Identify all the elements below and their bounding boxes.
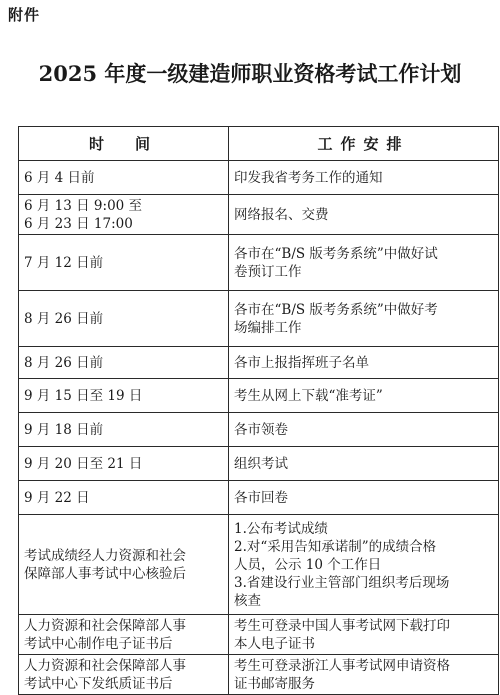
cell-line: 保障部人事考试中心核验后 xyxy=(24,565,186,582)
cell-time xyxy=(19,235,229,291)
cell-task xyxy=(229,379,499,413)
cell-line: 各市上报指挥班子名单 xyxy=(234,354,369,371)
cell-time xyxy=(19,413,229,447)
table-row xyxy=(19,655,499,695)
cell-time xyxy=(19,447,229,481)
cell-line: 证书邮寄服务 xyxy=(234,675,315,692)
table-row xyxy=(19,615,499,655)
cell-task xyxy=(229,413,499,447)
cell-line: 考试成绩经人力资源和社会 xyxy=(24,547,186,564)
table-row xyxy=(19,291,499,347)
cell-task xyxy=(229,195,499,235)
table-row xyxy=(19,235,499,291)
cell-line: 网络报名、交费 xyxy=(234,206,329,223)
header-time: 时 间 xyxy=(19,127,229,161)
cell-line: 6 月 13 日 9:00 至 xyxy=(24,197,143,214)
cell-task xyxy=(229,515,499,615)
cell-task xyxy=(229,481,499,515)
cell-task xyxy=(229,447,499,481)
schedule-table xyxy=(18,126,499,695)
table-row xyxy=(19,481,499,515)
cell-line: 考试中心制作电子证书后 xyxy=(24,635,173,652)
table-row xyxy=(19,379,499,413)
cell-line: 各市在“B/S 版考务系统”中做好试 xyxy=(234,245,438,262)
cell-line: 7 月 12 日前 xyxy=(24,254,104,271)
cell-line: 卷预订工作 xyxy=(234,263,302,280)
cell-task xyxy=(229,161,499,195)
cell-line: 人力资源和社会保障部人事 xyxy=(24,617,186,634)
attachment-label: 附件 xyxy=(8,6,41,24)
cell-line: 8 月 26 日前 xyxy=(24,354,104,371)
cell-time xyxy=(19,481,229,515)
cell-line: 各市领卷 xyxy=(234,421,288,438)
cell-line: 考生可登录浙江人事考试网申请资格 xyxy=(234,657,450,674)
page-title: 2025 年度一级建造师职业资格考试工作计划 xyxy=(38,61,462,86)
cell-time xyxy=(19,515,229,615)
cell-time xyxy=(19,655,229,695)
header-task: 工作安排 xyxy=(229,127,499,161)
cell-line: 2.对“采用告知承诺制”的成绩合格 xyxy=(234,538,437,555)
cell-task xyxy=(229,291,499,347)
cell-line: 8 月 26 日前 xyxy=(24,310,104,327)
cell-line: 本人电子证书 xyxy=(234,635,315,652)
cell-task xyxy=(229,235,499,291)
cell-line: 9 月 20 日至 21 日 xyxy=(24,455,143,472)
table-header-row xyxy=(19,127,499,161)
cell-line: 1.公布考试成绩 xyxy=(234,520,328,537)
cell-task xyxy=(229,615,499,655)
cell-line: 印发我省考务工作的通知 xyxy=(234,169,383,186)
cell-line: 3.省建设行业主管部门组织考后现场 xyxy=(234,574,450,591)
cell-time xyxy=(19,195,229,235)
cell-line: 核查 xyxy=(234,592,261,609)
table-row xyxy=(19,413,499,447)
cell-line: 场编排工作 xyxy=(234,319,302,336)
cell-line: 6 月 4 日前 xyxy=(24,169,95,186)
table-row xyxy=(19,161,499,195)
cell-line: 6 月 23 日 17:00 xyxy=(24,215,133,232)
cell-time xyxy=(19,291,229,347)
cell-time xyxy=(19,379,229,413)
cell-line: 各市回卷 xyxy=(234,489,288,506)
cell-line: 9 月 22 日 xyxy=(24,489,90,506)
cell-line: 9 月 18 日前 xyxy=(24,421,104,438)
cell-time xyxy=(19,347,229,379)
table-row xyxy=(19,195,499,235)
cell-task xyxy=(229,347,499,379)
table-row xyxy=(19,447,499,481)
cell-line: 人员，公示 10 个工作日 xyxy=(234,556,382,573)
table-row xyxy=(19,515,499,615)
table-row xyxy=(19,347,499,379)
cell-line: 9 月 15 日至 19 日 xyxy=(24,387,143,404)
cell-line: 组织考试 xyxy=(234,455,288,472)
cell-time xyxy=(19,161,229,195)
cell-task xyxy=(229,655,499,695)
cell-line: 各市在“B/S 版考务系统”中做好考 xyxy=(234,301,438,318)
cell-line: 考生从网上下载“准考证” xyxy=(234,387,383,404)
cell-line: 考生可登录中国人事考试网下载打印 xyxy=(234,617,450,634)
cell-line: 考试中心下发纸质证书后 xyxy=(24,675,173,692)
cell-time xyxy=(19,615,229,655)
cell-line: 人力资源和社会保障部人事 xyxy=(24,657,186,674)
